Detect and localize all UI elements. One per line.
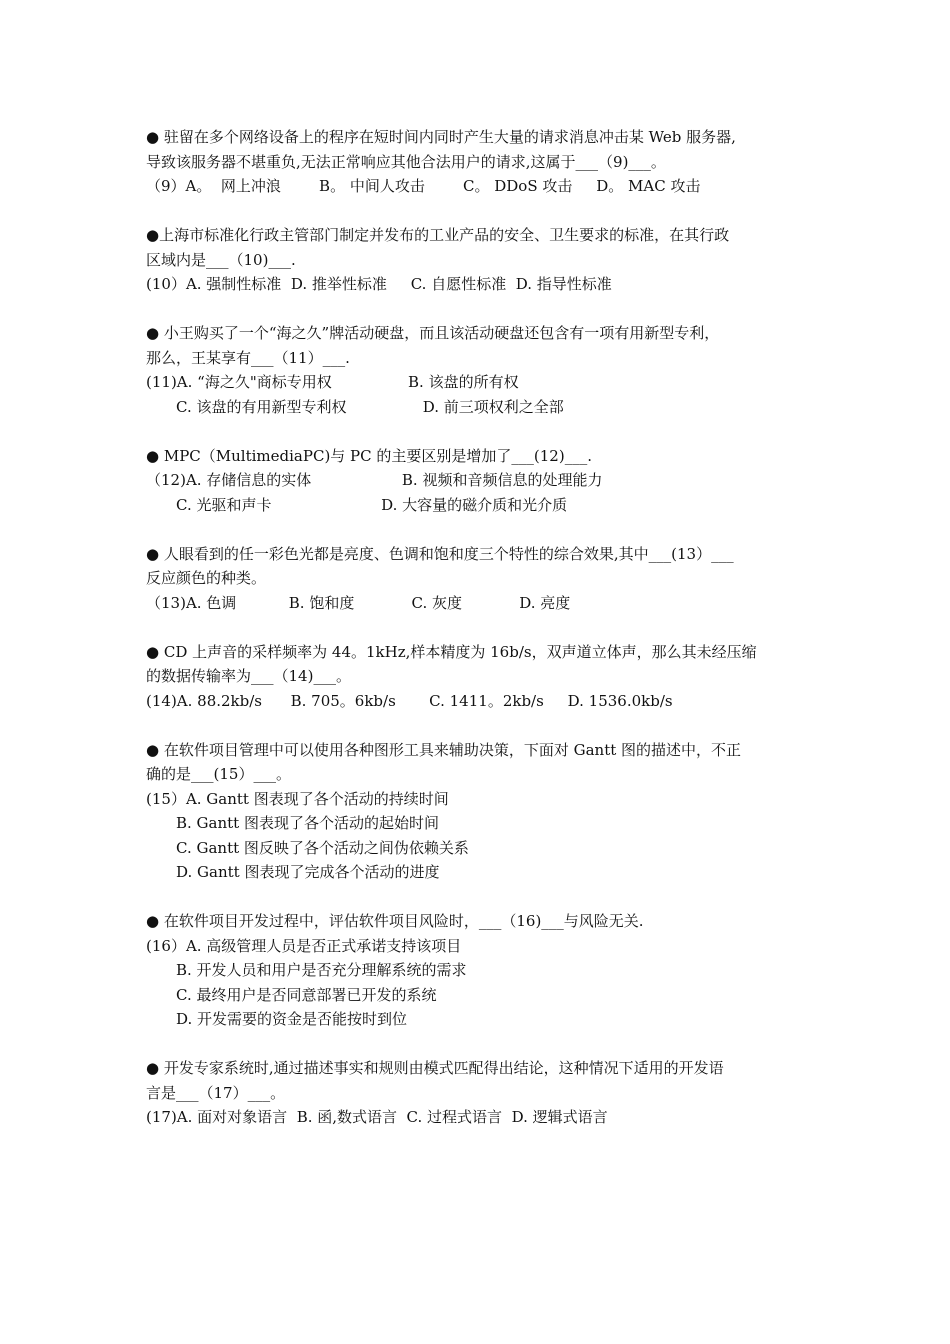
question-stem-line: 区域内是___（10)___. — [146, 250, 296, 269]
question-options-line: （13)A. 色调 B. 饱和度 C. 灰度 D. 亮度 — [146, 593, 571, 612]
question-q13 — [146, 542, 826, 616]
question-stem-line: ● 驻留在多个网络设备上的程序在短时间内同时产生大量的请求消息冲击某 Web 服务器, — [146, 128, 736, 146]
question-stem-line: ● 人眼看到的任一彩色光都是亮度、色调和饱和度三个特性的综合效果,其中___(13）___ — [146, 544, 734, 563]
question-stem-line: 反应颜色的种类。 — [146, 569, 267, 587]
question-q14 — [146, 640, 826, 714]
question-stem-line: ● CD 上声音的采样频率为 44。1kHz,样本精度为 16b/s，双声道立体声，那么其未经压缩 — [146, 642, 757, 661]
question-q9 — [146, 125, 826, 199]
question-stem-line: ● 小王购买了一个“海之久”牌活动硬盘，而且该活动硬盘还包含有一项有用新型专利， — [146, 324, 720, 342]
question-options-line: D. Gantt 图表现了完成各个活动的进度 — [176, 863, 440, 881]
question-stem-line: ●上海市标准化行政主管部门制定并发布的工业产品的安全、卫生要求的标准，在其行政 — [146, 226, 730, 244]
question-stem-line: 确的是___(15）___。 — [146, 765, 291, 783]
question-options-line: (17)A. 面对对象语言 B. 函,数式语言 C. 过程式语言 D. 逻辑式语言 — [146, 1108, 608, 1126]
question-stem-line: ● 开发专家系统时,通过描述事实和规则由模式匹配得出结论，这种情况下适用的开发语 — [146, 1059, 724, 1077]
question-options-line: (15）A. Gantt 图表现了各个活动的持续时间 — [146, 789, 449, 808]
question-stem-line: 言是___（17）___。 — [146, 1083, 286, 1102]
question-options-line: C. 光驱和声卡 D. 大容量的磁介质和光介质 — [176, 495, 568, 514]
question-q15 — [146, 738, 826, 885]
document-page — [146, 125, 826, 1154]
question-stem-line: 那么，王某享有___（11）___. — [146, 348, 350, 367]
question-stem-line: 导致该服务器不堪重负,无法正常响应其他合法用户的请求,这属于___（9)___。 — [146, 152, 666, 171]
question-q11 — [146, 321, 826, 419]
question-q17 — [146, 1056, 826, 1130]
question-q10 — [146, 223, 826, 297]
question-options-line: (14)A. 88.2kb/s B. 705。6kb/s C. 1411。2kb/s D. 1536.0kb/s — [146, 691, 673, 710]
question-q16 — [146, 909, 826, 1032]
question-stem-line: ● MPC（MultimediaPC)与 PC 的主要区别是增加了___(12)___. — [146, 446, 592, 465]
question-options-line: （12)A. 存储信息的实体 B. 视频和音频信息的处理能力 — [146, 471, 603, 489]
question-options-line: （9）A。 网上冲浪 B。 中间人攻击 C。 DDoS 攻击 D。 MAC 攻击 — [146, 177, 701, 195]
question-stem-line: ● 在软件项目开发过程中，评估软件项目风险时，___（16)___与风险无关. — [146, 912, 644, 930]
question-options-line: (10）A. 强制性标准 D. 推举性标准 C. 自愿性标准 D. 指导性标准 — [146, 275, 612, 293]
question-options-line: D. 开发需要的资金是否能按时到位 — [176, 1010, 408, 1028]
question-options-line: C. Gantt 图反映了各个活动之间伪依赖关系 — [176, 838, 469, 857]
question-q12 — [146, 444, 826, 518]
question-options-line: (16）A. 高级管理人员是否正式承诺支持该项目 — [146, 936, 462, 955]
question-options-line: C. 该盘的有用新型专利权 D. 前三项权利之全部 — [176, 397, 564, 416]
question-options-line: C. 最终用户是否同意部署已开发的系统 — [176, 985, 437, 1004]
question-stem-line: 的数据传输率为___（14)___。 — [146, 667, 351, 685]
question-options-line: B. Gantt 图表现了各个活动的起始时间 — [176, 814, 439, 832]
question-options-line: B. 开发人员和用户是否充分理解系统的需求 — [176, 961, 467, 979]
question-stem-line: ● 在软件项目管理中可以使用各种图形工具来辅助决策，下面对 Gantt 图的描述中，不正 — [146, 740, 742, 759]
question-options-line: (11)A. “海之久"商标专用权 B. 该盘的所有权 — [146, 373, 519, 391]
